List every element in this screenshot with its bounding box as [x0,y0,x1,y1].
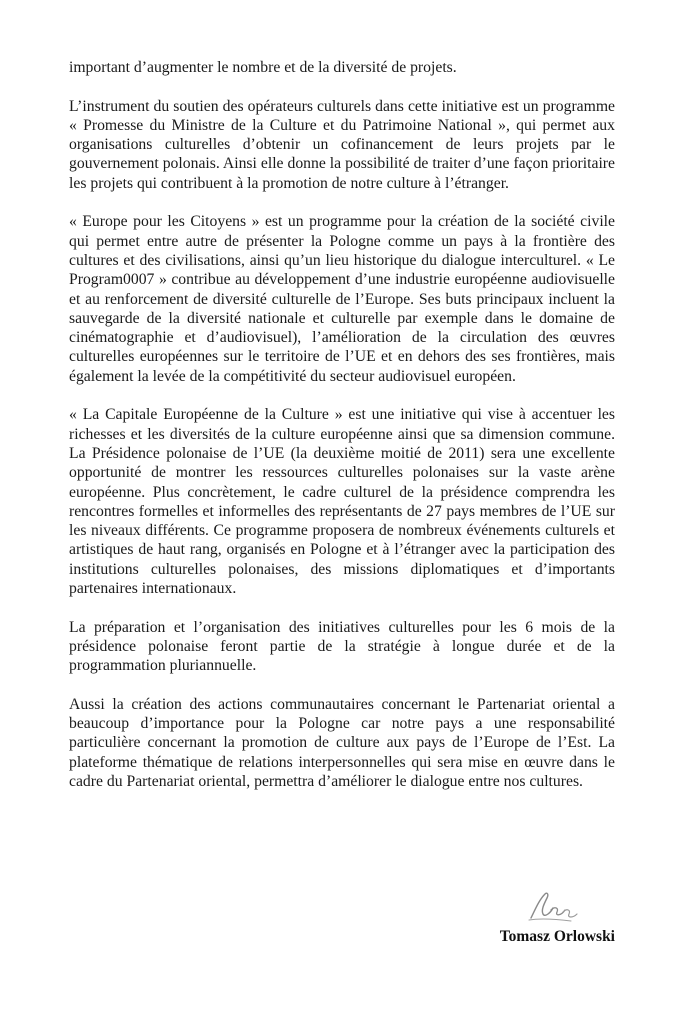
paragraph-2: L’instrument du soutien des opérateurs culturels dans cette initiative est un programme « Promesse du Ministre de la Culture et du Patrimoine National », qui permet aux organisations culturelles d’obtenir un cofinancement de leurs projets par le gouvernement polonais. Ainsi elle donne la possibilité de traiter d’une façon prioritaire les projets qui contribuent à la promotion de notre culture à l’étranger. [69,97,615,192]
paragraph-3: « Europe pour les Citoyens » est un programme pour la création de la société civile qui permet entre autre de présenter la Pologne comme un pays à la frontière des cultures et des civilisations, ainsi qu’un lieu historique du dialogue interculturel. « Le Program0007 » contribue au développement d’une industrie européenne audiovisuelle et au renforcement de diversité culturelle de l’Europe. Ses buts principaux incluent la sauvegarde de la diversité nationale et culturelle par exemple dans le domaine de cinématographie et d’audiovisuel), l’amélioration de la circulation des œuvres culturelles européennes sur le territoire de l’UE et en dehors des ses frontières, mais également la levée de la compétitivité du secteur audiovisuel européen. [69,213,615,385]
handwritten-signature [525,888,579,924]
paragraph-5: La préparation et l’organisation des initiatives culturelles pour les 6 mois de la présidence polonaise feront partie de la stratégie à longue durée et de la programmation pluriannuelle. [69,618,615,675]
document-body [69,58,615,811]
paragraph-4: « La Capitale Européenne de la Culture » est une initiative qui vise à accentuer les richesses et les diversités de la culture européenne ainsi que sa dimension commune. La Présidence polonaise de l’UE (la deuxième moitié de 2011) sera une excellente opportunité de montrer les ressources culturelles polonaises sur la vaste arène européenne. Plus concrètement, le cadre culturel de la présidence comprendra les rencontres formelles et informelles des représentants de 27 pays membres de l’UE sur les niveaux différents. Ce programme proposera de nombreux événements culturels et artistiques de haut rang, organisés en Pologne et à l’étranger avec la participation des institutions culturelles polonaises, des missions diplomatiques et d’importants partenaires internationaux. [69,406,615,598]
paragraph-6: Aussi la création des actions communautaires concernant le Partenariat oriental a beaucoup d’importance pour la Pologne car notre pays a une responsabilité particulière concernant la promotion de culture aux pays de l’Europe de l’Est. La plateforme thématique de relations interpersonnelles qui sera mise en œuvre dans le cadre du Partenariat oriental, permettra d’améliorer le dialogue entre nos cultures. [69,695,615,790]
paragraph-1: important d’augmenter le nombre et de la diversité de projets. [69,59,457,76]
signer-name: Tomasz Orlowski [499,928,615,945]
